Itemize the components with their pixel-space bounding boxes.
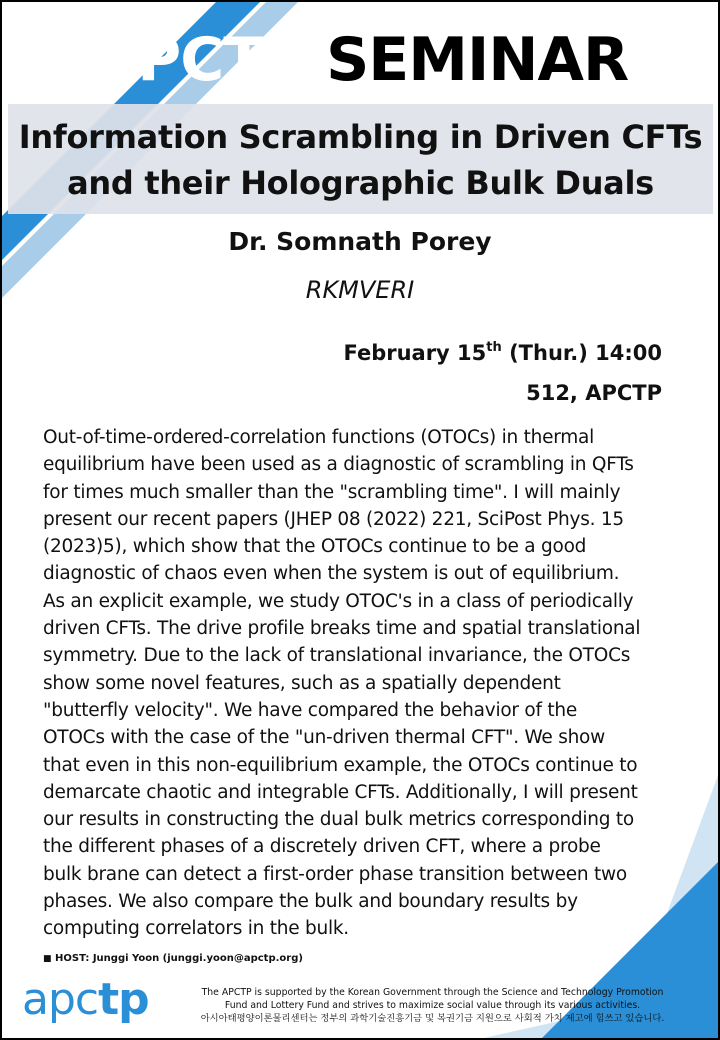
speaker-affiliation: RKMVERI [305,276,415,304]
speaker-name: Dr. Somnath Porey [228,227,492,256]
logo-text-apc: apc [22,974,99,1025]
date-superscript: th [486,340,502,355]
host-text: HOST: Junggi Yoon (junggi.yoon@apctp.org) [55,953,303,964]
abstract-line: our results in constructing the dual bulk metrics corresponding to [43,809,634,831]
seminar-venue: 512, APCTP [526,381,662,405]
abstract-line: computing correlators in the bulk. [43,918,349,940]
host-bullet: ■ [43,954,52,964]
support-line-3: 아시아태평양이론물리센터는 정부의 과학기술진흥기금 및 복권기금 지원으로 사회적 가치 제고에 힘쓰고 있습니다. [200,1013,665,1024]
abstract-line: that even in this non-equilibrium example, the OTOCs continue to [43,754,638,776]
abstract-line: present our recent papers (JHEP 08 (2022) 221, SciPost Phys. 15 [43,508,624,530]
support-statement [160,986,705,1025]
abstract-line: symmetry. Due to the lack of translational invariance, the OTOCs [43,645,631,667]
abstract-line: diagnostic of chaos even when the system is out of equilibrium. [43,563,620,585]
seminar-header [0,24,720,96]
date-prefix: February 15 [343,341,487,365]
host-info [43,953,303,964]
apctp-logo [22,974,149,1026]
talk-title-line-2: and their Holographic Bulk Duals [67,164,654,202]
abstract-text [43,424,683,943]
header-apctp: APCTP [91,25,307,95]
abstract-line: phases. We also compare the bulk and boundary results by [43,891,578,913]
abstract-line: driven CFTs. The drive profile breaks time and spatial translational [43,618,641,640]
logo-text-tp: tp [98,974,149,1025]
talk-title [8,114,713,206]
seminar-date [343,337,662,369]
abstract-line: bulk brane can detect a first-order phase transition between two [43,863,627,885]
talk-title-line-1: Information Scrambling in Driven CFTs [18,118,703,156]
abstract-line: OTOCs with the case of the "un-driven thermal CFT". We show [43,727,606,749]
abstract-line: (2023)5), which show that the OTOCs continue to be a good [43,536,587,558]
header-seminar: SEMINAR [326,25,629,95]
abstract-line: "butterfly velocity". We have compared the behavior of the [43,699,577,721]
abstract-line: for times much smaller than the "scrambling time". I will mainly [43,481,621,503]
abstract-line: Out-of-time-ordered-correlation functions (OTOCs) in thermal [43,427,595,448]
support-line-2: Fund and Lottery Fund and strives to maximize social value through its various activities. [224,1000,641,1011]
abstract-line: As an explicit example, we study OTOC's in a class of periodically [43,590,634,612]
abstract-line: demarcate chaotic and integrable CFTs. Additionally, I will present [43,781,638,803]
abstract-line: show some novel features, such as a spatially dependent [43,672,561,694]
abstract-line: equilibrium have been used as a diagnostic of scrambling in QFTs [43,454,634,476]
date-suffix: (Thur.) 14:00 [501,341,662,365]
support-line-1: The APCTP is supported by the Korean Government through the Science and Technology Promotion [201,987,664,998]
abstract-line: the different phases of a discretely driven CFT, where a probe [43,836,601,858]
